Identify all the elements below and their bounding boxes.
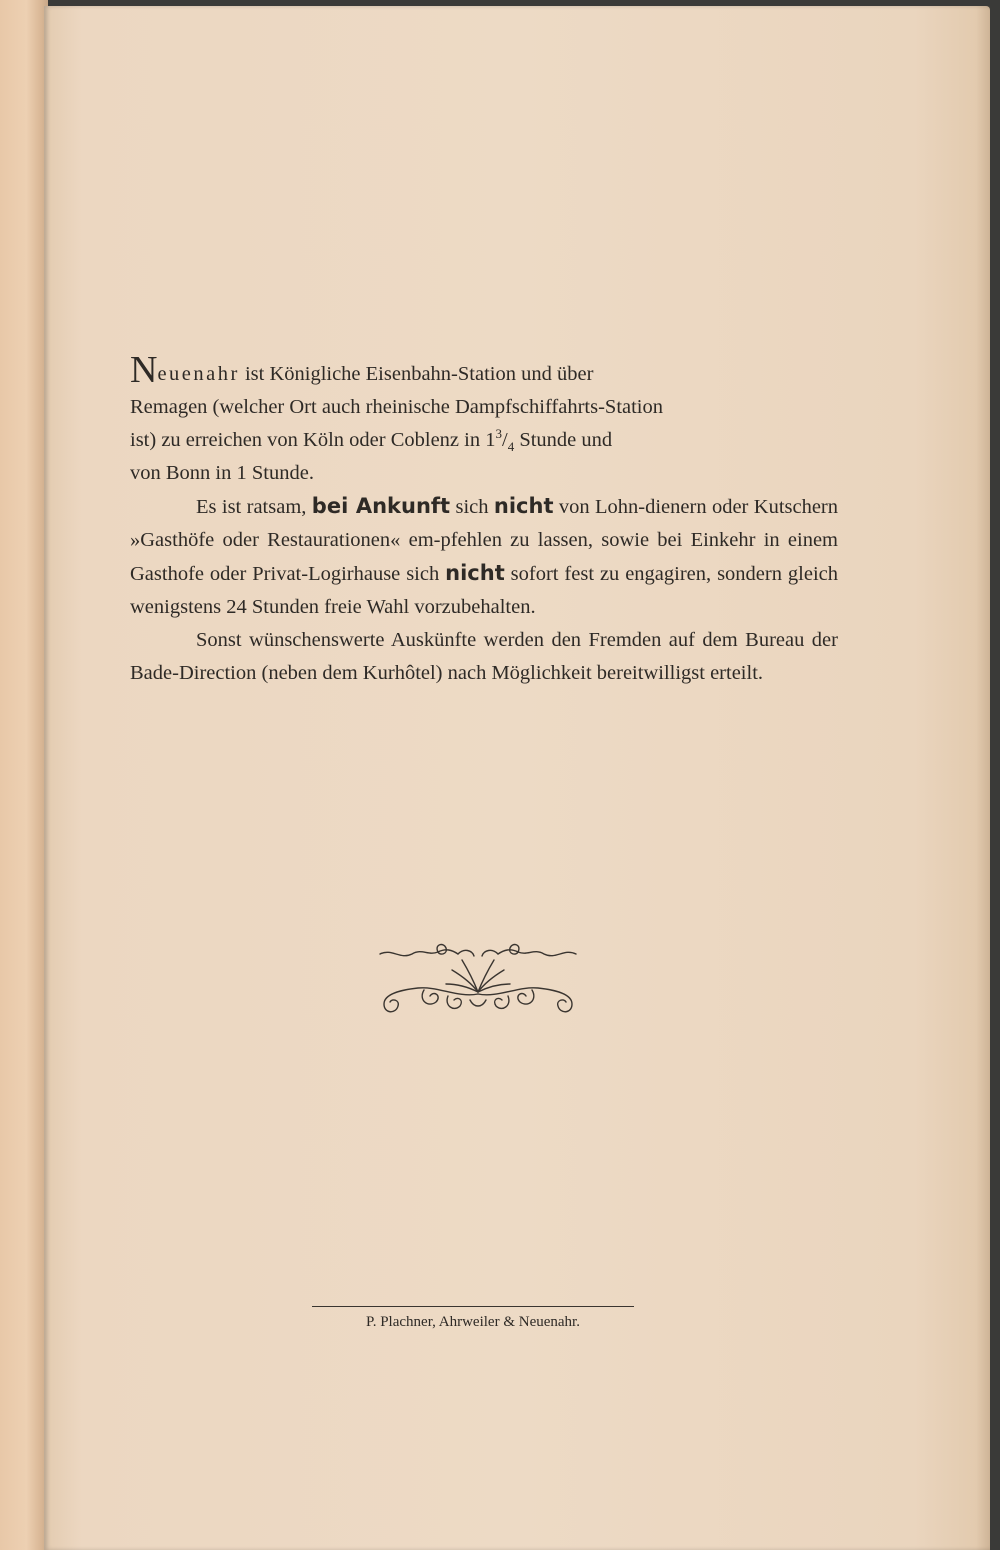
line-text: von Bonn in 1 Stunde.: [130, 462, 314, 484]
paragraph-advice: [130, 490, 838, 624]
spaced-town-name: euenahr: [157, 363, 240, 385]
advice-text: sofort fest zu engagiren, sondern gleich wenigstens 24 Stunden freie Wahl vorzubehalten.: [130, 563, 838, 618]
fraction-denominator: 4: [507, 439, 515, 455]
book-page: [44, 6, 990, 1550]
main-text-block: [130, 349, 839, 690]
page-edge-shadow: [976, 6, 990, 1550]
advice-text: Es ist ratsam,: [196, 496, 312, 518]
emphasis-on-arrival: bei Ankunft: [311, 494, 451, 518]
line-text: ist) zu erreichen von Köln oder Coblenz in 1: [130, 429, 496, 451]
line-text: Remagen (welcher Ort auch rheinische Dampfschiffahrts-Station: [130, 396, 663, 418]
printer-imprint: P. Plachner, Ahrweiler & Neuenahr.: [366, 1314, 580, 1330]
advice-text: von Lohn-dienern oder Kutschern »Gasthöfe oder Restaurationen« em-pfehlen zu lassen, sowie bei Einkehr in einem Gasthofe oder Privat-Logirhause sich: [130, 496, 839, 585]
emphasis-not: nicht: [493, 494, 554, 518]
fraction-numerator: 3: [495, 426, 502, 442]
paragraph-information: Sonst wünschenswerte Auskünfte werden den Fremden auf dem Bureau der Bade-Direction (neben dem Kurhôtel) nach Möglichkeit bereitwilligst erteilt.: [130, 629, 838, 684]
floral-scroll-ornament-icon: [378, 942, 578, 1022]
paragraph-arrival: [130, 349, 838, 490]
line-text: Stunde und: [514, 429, 613, 451]
line-text: ist Königliche Eisenbahn-Station und über: [239, 363, 594, 385]
advice-text: sich: [450, 496, 494, 518]
drop-capital: N: [130, 349, 158, 391]
emphasis-not: nicht: [445, 561, 505, 585]
fraction-slash: /: [501, 429, 508, 451]
book-spine-edge: [0, 0, 48, 1550]
imprint-divider: [312, 1306, 634, 1307]
